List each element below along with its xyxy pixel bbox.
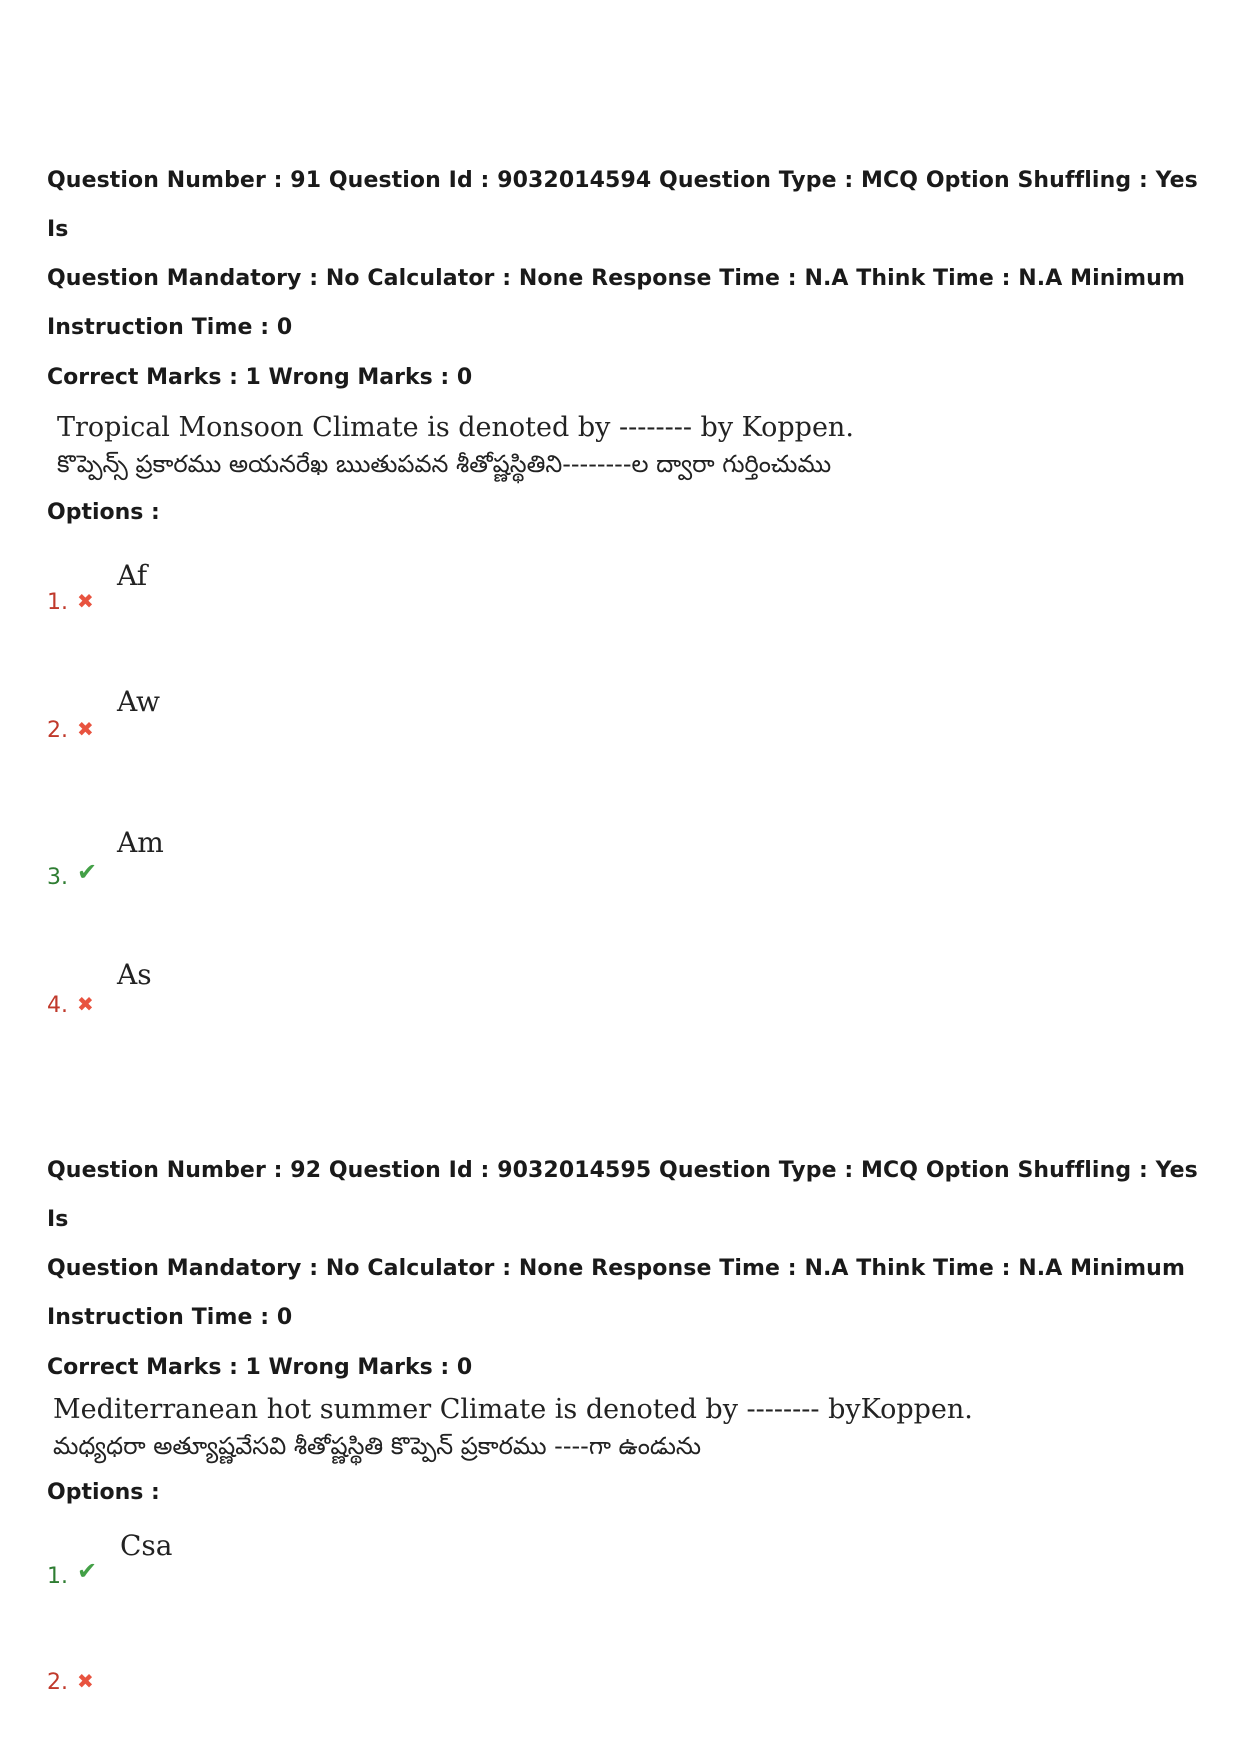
question-text-english: Mediterranean hot summer Climate is denoted by -------- byKoppen. bbox=[53, 1394, 973, 1425]
question-marks: Correct Marks : 1 Wrong Marks : 0 bbox=[47, 1355, 473, 1380]
option-number: 2. bbox=[47, 1670, 68, 1695]
question-meta-line-3: Instruction Time : 0 bbox=[47, 1305, 293, 1330]
question-meta-line-3: Instruction Time : 0 bbox=[47, 315, 293, 340]
option-2[interactable] bbox=[47, 1660, 647, 1720]
cross-icon: ✖ bbox=[77, 717, 94, 741]
option-text: As bbox=[117, 958, 152, 991]
options-label: Options : bbox=[47, 500, 160, 525]
option-number: 4. bbox=[47, 993, 68, 1018]
question-text bbox=[47, 409, 1207, 483]
question-meta-line-2: Question Mandatory : No Calculator : None Response Time : N.A Think Time : N.A Minimum bbox=[47, 266, 1185, 291]
question-text-english: Tropical Monsoon Climate is denoted by -------- by Koppen. bbox=[57, 412, 854, 443]
option-text: Aw bbox=[117, 685, 160, 718]
option-number: 3. bbox=[47, 865, 68, 890]
question-text-telugu: కొప్పెన్స్ ప్రకారము అయనరేఖ ఋతుపవన శీతోష్ణస్థితిని--------ల ద్వారా గుర్తించుము bbox=[57, 450, 832, 478]
cross-icon: ✖ bbox=[77, 589, 94, 613]
cross-icon: ✖ bbox=[77, 1669, 94, 1693]
question-marks: Correct Marks : 1 Wrong Marks : 0 bbox=[47, 365, 473, 390]
option-2[interactable] bbox=[47, 686, 647, 746]
question-91 bbox=[47, 156, 1207, 483]
option-text: Af bbox=[117, 559, 148, 592]
question-92 bbox=[47, 1146, 1207, 1465]
option-text: Am bbox=[117, 826, 164, 859]
option-number: 1. bbox=[47, 1564, 68, 1589]
options-label: Options : bbox=[47, 1480, 160, 1505]
check-icon: ✔ bbox=[77, 858, 98, 886]
option-number: 2. bbox=[47, 718, 68, 743]
cross-icon: ✖ bbox=[77, 992, 94, 1016]
option-3[interactable] bbox=[47, 826, 647, 890]
option-4[interactable] bbox=[47, 959, 647, 1019]
option-number: 1. bbox=[47, 590, 68, 615]
question-meta-line-2: Question Mandatory : No Calculator : None Response Time : N.A Think Time : N.A Minimum bbox=[47, 1256, 1185, 1281]
check-icon: ✔ bbox=[77, 1557, 98, 1585]
question-text-telugu: మధ్యధరా అత్యూష్ణవేసవి శీతోష్ణస్థితి కొప్పెన్ ప్రకారము ----గా ఉండును bbox=[53, 1432, 702, 1460]
option-1[interactable] bbox=[47, 560, 647, 620]
option-1[interactable] bbox=[47, 1530, 647, 1590]
option-text: Csa bbox=[120, 1529, 173, 1562]
question-meta-line-1: Question Number : 91 Question Id : 9032014594 Question Type : MCQ Option Shuffling : Yes Is bbox=[47, 168, 1198, 242]
question-meta-line-1: Question Number : 92 Question Id : 9032014595 Question Type : MCQ Option Shuffling : Yes Is bbox=[47, 1158, 1198, 1232]
question-text bbox=[47, 1391, 1207, 1465]
